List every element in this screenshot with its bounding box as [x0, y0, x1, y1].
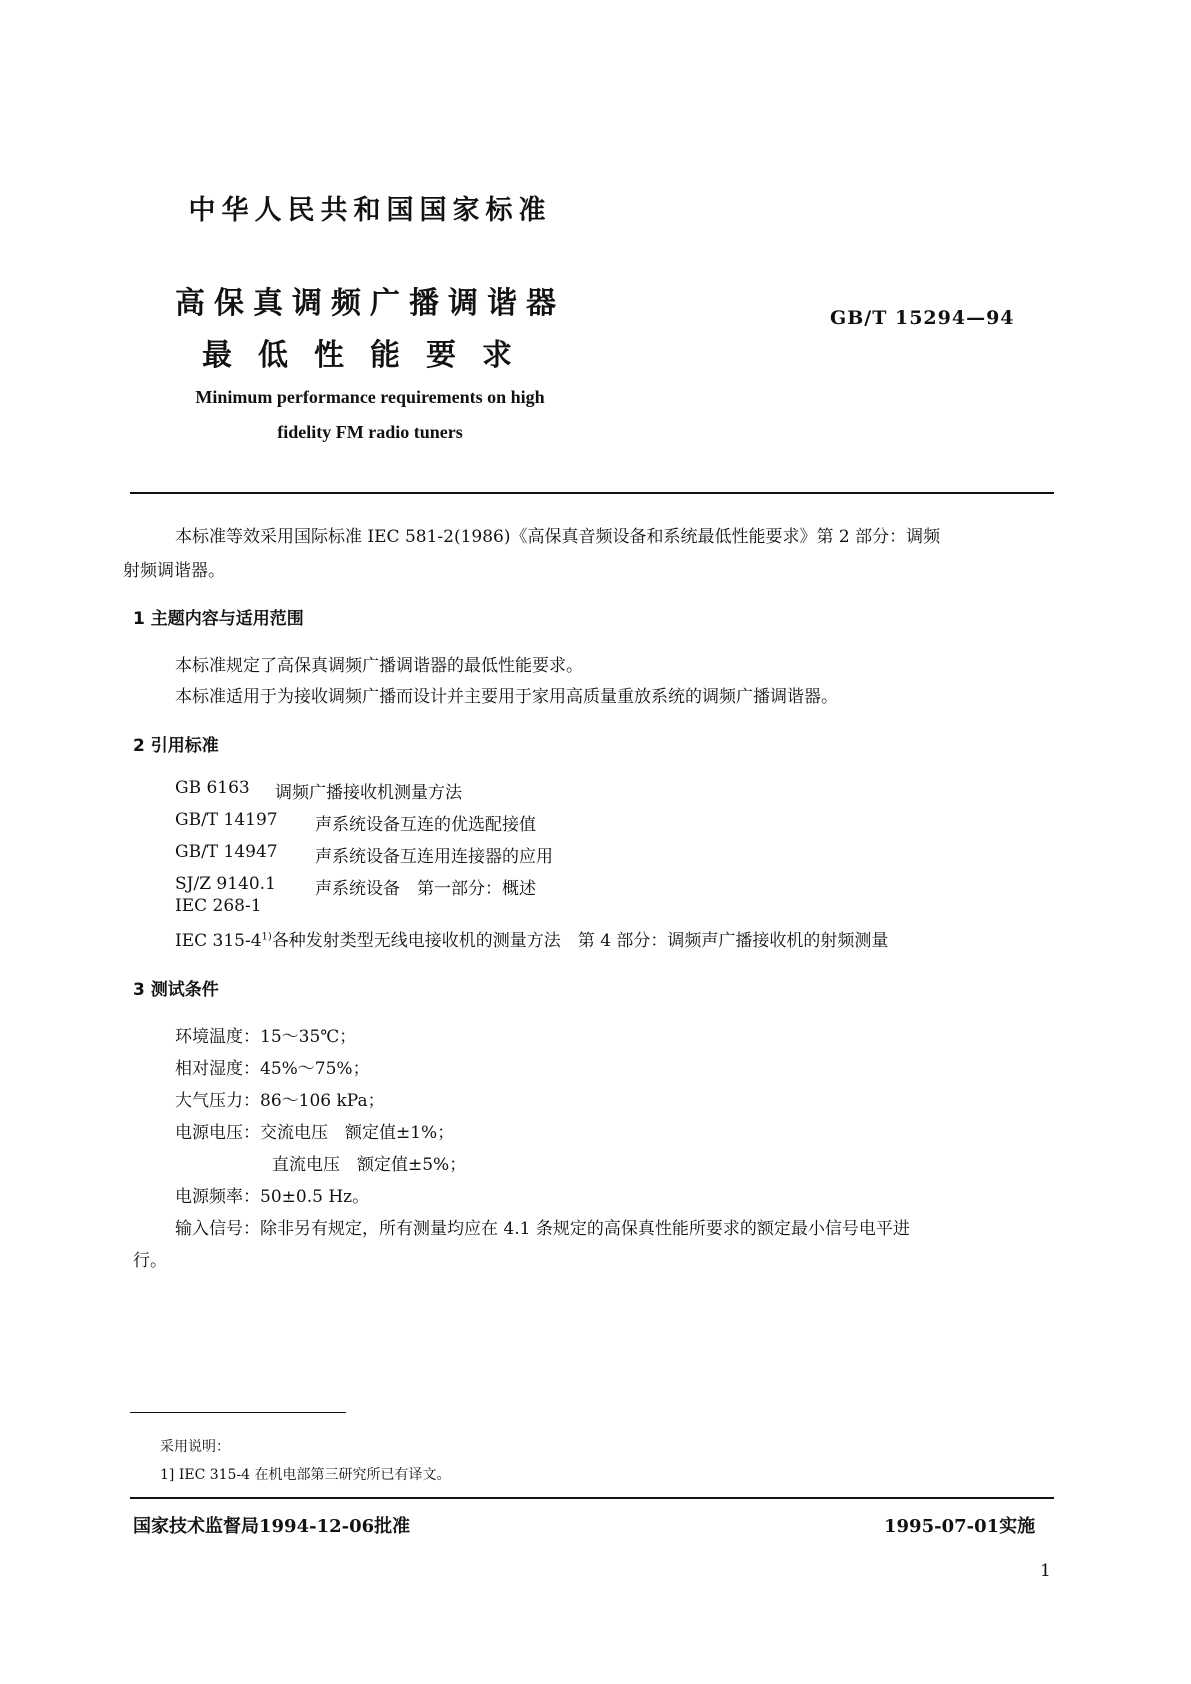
footnote-label: 采用说明： [160, 1439, 230, 1455]
ref-code-3: GB/T 14947 [175, 842, 278, 862]
cond-frequency: 电源频率：50±0.5 Hz。 [175, 1187, 370, 1207]
footnote-rule [130, 1412, 346, 1413]
english-title-line-2: fidelity FM radio tuners [277, 422, 463, 442]
ref-title-3: 声系统设备互连用连接器的应用 [315, 847, 553, 867]
footer-rule [130, 1497, 1054, 1499]
ref-iec315-title: 各种发射类型无线电接收机的测量方法 第 4 部分：调频声广播接收机的射频测量 [271, 931, 889, 951]
nation-standard-heading: 中华人民共和国国家标准 [188, 195, 552, 226]
approval-date: 国家技术监督局1994-12-06批准 [133, 1516, 411, 1537]
ref-code-1: GB 6163 [175, 778, 250, 798]
cond-humidity: 相对湿度：45%～75%； [175, 1059, 370, 1079]
section-3-heading: 3 测试条件 [133, 980, 219, 1000]
section-1-heading: 1 主题内容与适用范围 [133, 609, 304, 629]
ref-iec268: IEC 268-1 [175, 896, 262, 916]
intro-line-2: 射频调谐器。 [123, 561, 225, 581]
cond-input-line-2: 行。 [133, 1251, 167, 1271]
section-1-para-1: 本标准规定了高保真调频广播调谐器的最低性能要求。 [175, 656, 583, 676]
cond-pressure: 大气压力：86～106 kPa； [175, 1091, 385, 1111]
section-1-para-2: 本标准适用于为接收调频广播而设计并主要用于家用高质量重放系统的调频广播调谐器。 [175, 687, 838, 707]
ref-code-4: SJ/Z 9140.1 [175, 874, 276, 894]
ref-title-2: 声系统设备互连的优选配接值 [315, 815, 536, 835]
effective-date: 1995-07-01实施 [884, 1516, 1036, 1537]
english-title-line-1: Minimum performance requirements on high [195, 387, 545, 407]
ref-iec315 [175, 926, 888, 951]
footnote-marker: 1) [261, 931, 272, 943]
cond-voltage-ac: 电源电压：交流电压 额定值±1%； [175, 1123, 455, 1143]
ref-code-2: GB/T 14197 [175, 810, 278, 830]
ref-iec315-code: IEC 315-4 [175, 931, 262, 951]
footnote-text: 1] IEC 315-4 在机电部第三研究所已有译文。 [160, 1467, 451, 1483]
cond-input-line-1: 输入信号：除非另有规定，所有测量均应在 4.1 条规定的高保真性能所要求的额定最小信号电平进 [175, 1219, 910, 1239]
cond-voltage-dc: 直流电压 额定值±5%； [272, 1155, 467, 1175]
intro-line-1: 本标准等效采用国际标准 IEC 581-2(1986)《高保真音频设备和系统最低性能要求》第 2 部分：调频 [175, 527, 941, 547]
title-line-2: 最低性能要求 [202, 338, 538, 373]
title-line-1: 高保真调频广播调谐器 [175, 286, 565, 321]
ref-title-1: 调频广播接收机测量方法 [275, 783, 462, 803]
standard-code: GB/T 15294—94 [830, 307, 1015, 329]
cond-temperature: 环境温度：15～35℃； [175, 1027, 357, 1047]
header-rule [130, 492, 1054, 494]
section-2-heading: 2 引用标准 [133, 736, 219, 756]
page-number: 1 [1040, 1561, 1051, 1581]
ref-title-4: 声系统设备 第一部分：概述 [315, 879, 536, 899]
